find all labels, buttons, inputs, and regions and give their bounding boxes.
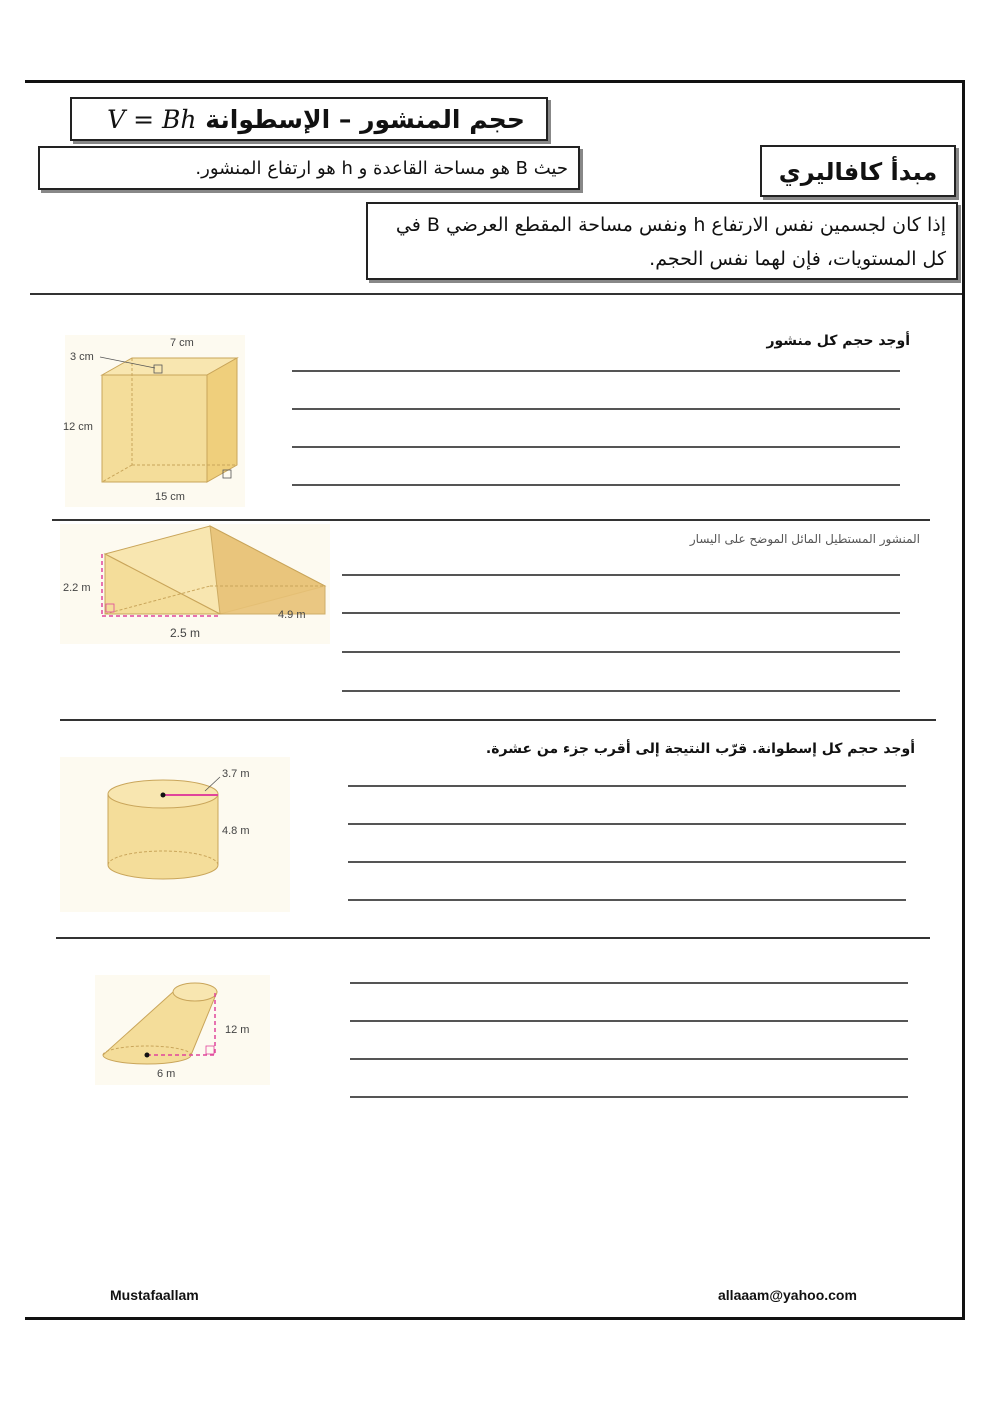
cylinder-figure xyxy=(60,757,290,912)
footer-email: allaaam@yahoo.com xyxy=(718,1287,857,1303)
question-1-prompt: أوجد حجم كل منشور xyxy=(766,333,910,349)
definition-box xyxy=(38,146,580,190)
oblique-cylinder-radius-label: 6 m xyxy=(157,1068,176,1080)
answer-line xyxy=(350,982,908,984)
answer-line xyxy=(348,861,906,863)
answer-line xyxy=(348,823,906,825)
cylinder-radius-label: 3.7 m xyxy=(222,768,250,780)
prism-width-label: 7 cm xyxy=(170,337,194,349)
answer-line xyxy=(350,1020,908,1022)
answer-line xyxy=(292,446,900,448)
section-divider xyxy=(56,937,930,939)
section-divider xyxy=(52,519,930,521)
footer-author: Mustafaallam xyxy=(110,1287,199,1303)
answer-line xyxy=(342,690,900,692)
answer-line xyxy=(348,785,906,787)
oblique-cylinder-height-label: 12 m xyxy=(225,1024,250,1036)
prism-length-label: 15 cm xyxy=(155,491,185,503)
answer-line xyxy=(348,899,906,901)
principle-text-box xyxy=(366,202,958,280)
principle-title-box xyxy=(760,145,956,197)
section-divider xyxy=(60,719,936,721)
answer-line xyxy=(292,408,900,410)
title-box xyxy=(70,97,548,141)
principle-text: إذا كان لجسمين نفس الارتفاع h ونفس مساحة المقطع العرضي B في كل المستويات، فإن لهما نفس الحجم. xyxy=(395,214,946,270)
answer-line xyxy=(350,1096,908,1098)
header-divider xyxy=(30,293,962,295)
definition-text: حيث B هو مساحة القاعدة و h هو ارتفاع المنشور. xyxy=(195,158,568,179)
oblique-cylinder-figure xyxy=(95,975,270,1085)
page-title: حجم المنشور – الإسطوانة xyxy=(205,105,525,134)
oblique-base-label: 2.5 m xyxy=(170,626,201,640)
prism-depth-label: 3 cm xyxy=(70,351,94,363)
oblique-length-label: 4.9 m xyxy=(278,609,306,621)
cylinder-height-label: 4.8 m xyxy=(222,825,250,837)
answer-line xyxy=(292,484,900,486)
rectangular-prism-figure xyxy=(60,330,250,510)
answer-line xyxy=(342,612,900,614)
volume-formula: V = Bh xyxy=(107,105,197,134)
prism-height-label: 12 cm xyxy=(63,421,93,433)
answer-line xyxy=(292,370,900,372)
oblique-prism-figure xyxy=(60,524,330,644)
answer-line xyxy=(342,651,900,653)
answer-line xyxy=(350,1058,908,1060)
answer-line xyxy=(342,574,900,576)
oblique-height-label: 2.2 m xyxy=(63,582,91,594)
question-3-prompt: أوجد حجم كل إسطوانة. قرّب النتيجة إلى أقرب جزء من عشرة. xyxy=(485,741,915,757)
principle-title: مبدأ كافاليري xyxy=(778,158,938,186)
question-2-prompt: المنشور المستطيل المائل الموضح على اليسار xyxy=(689,532,920,546)
